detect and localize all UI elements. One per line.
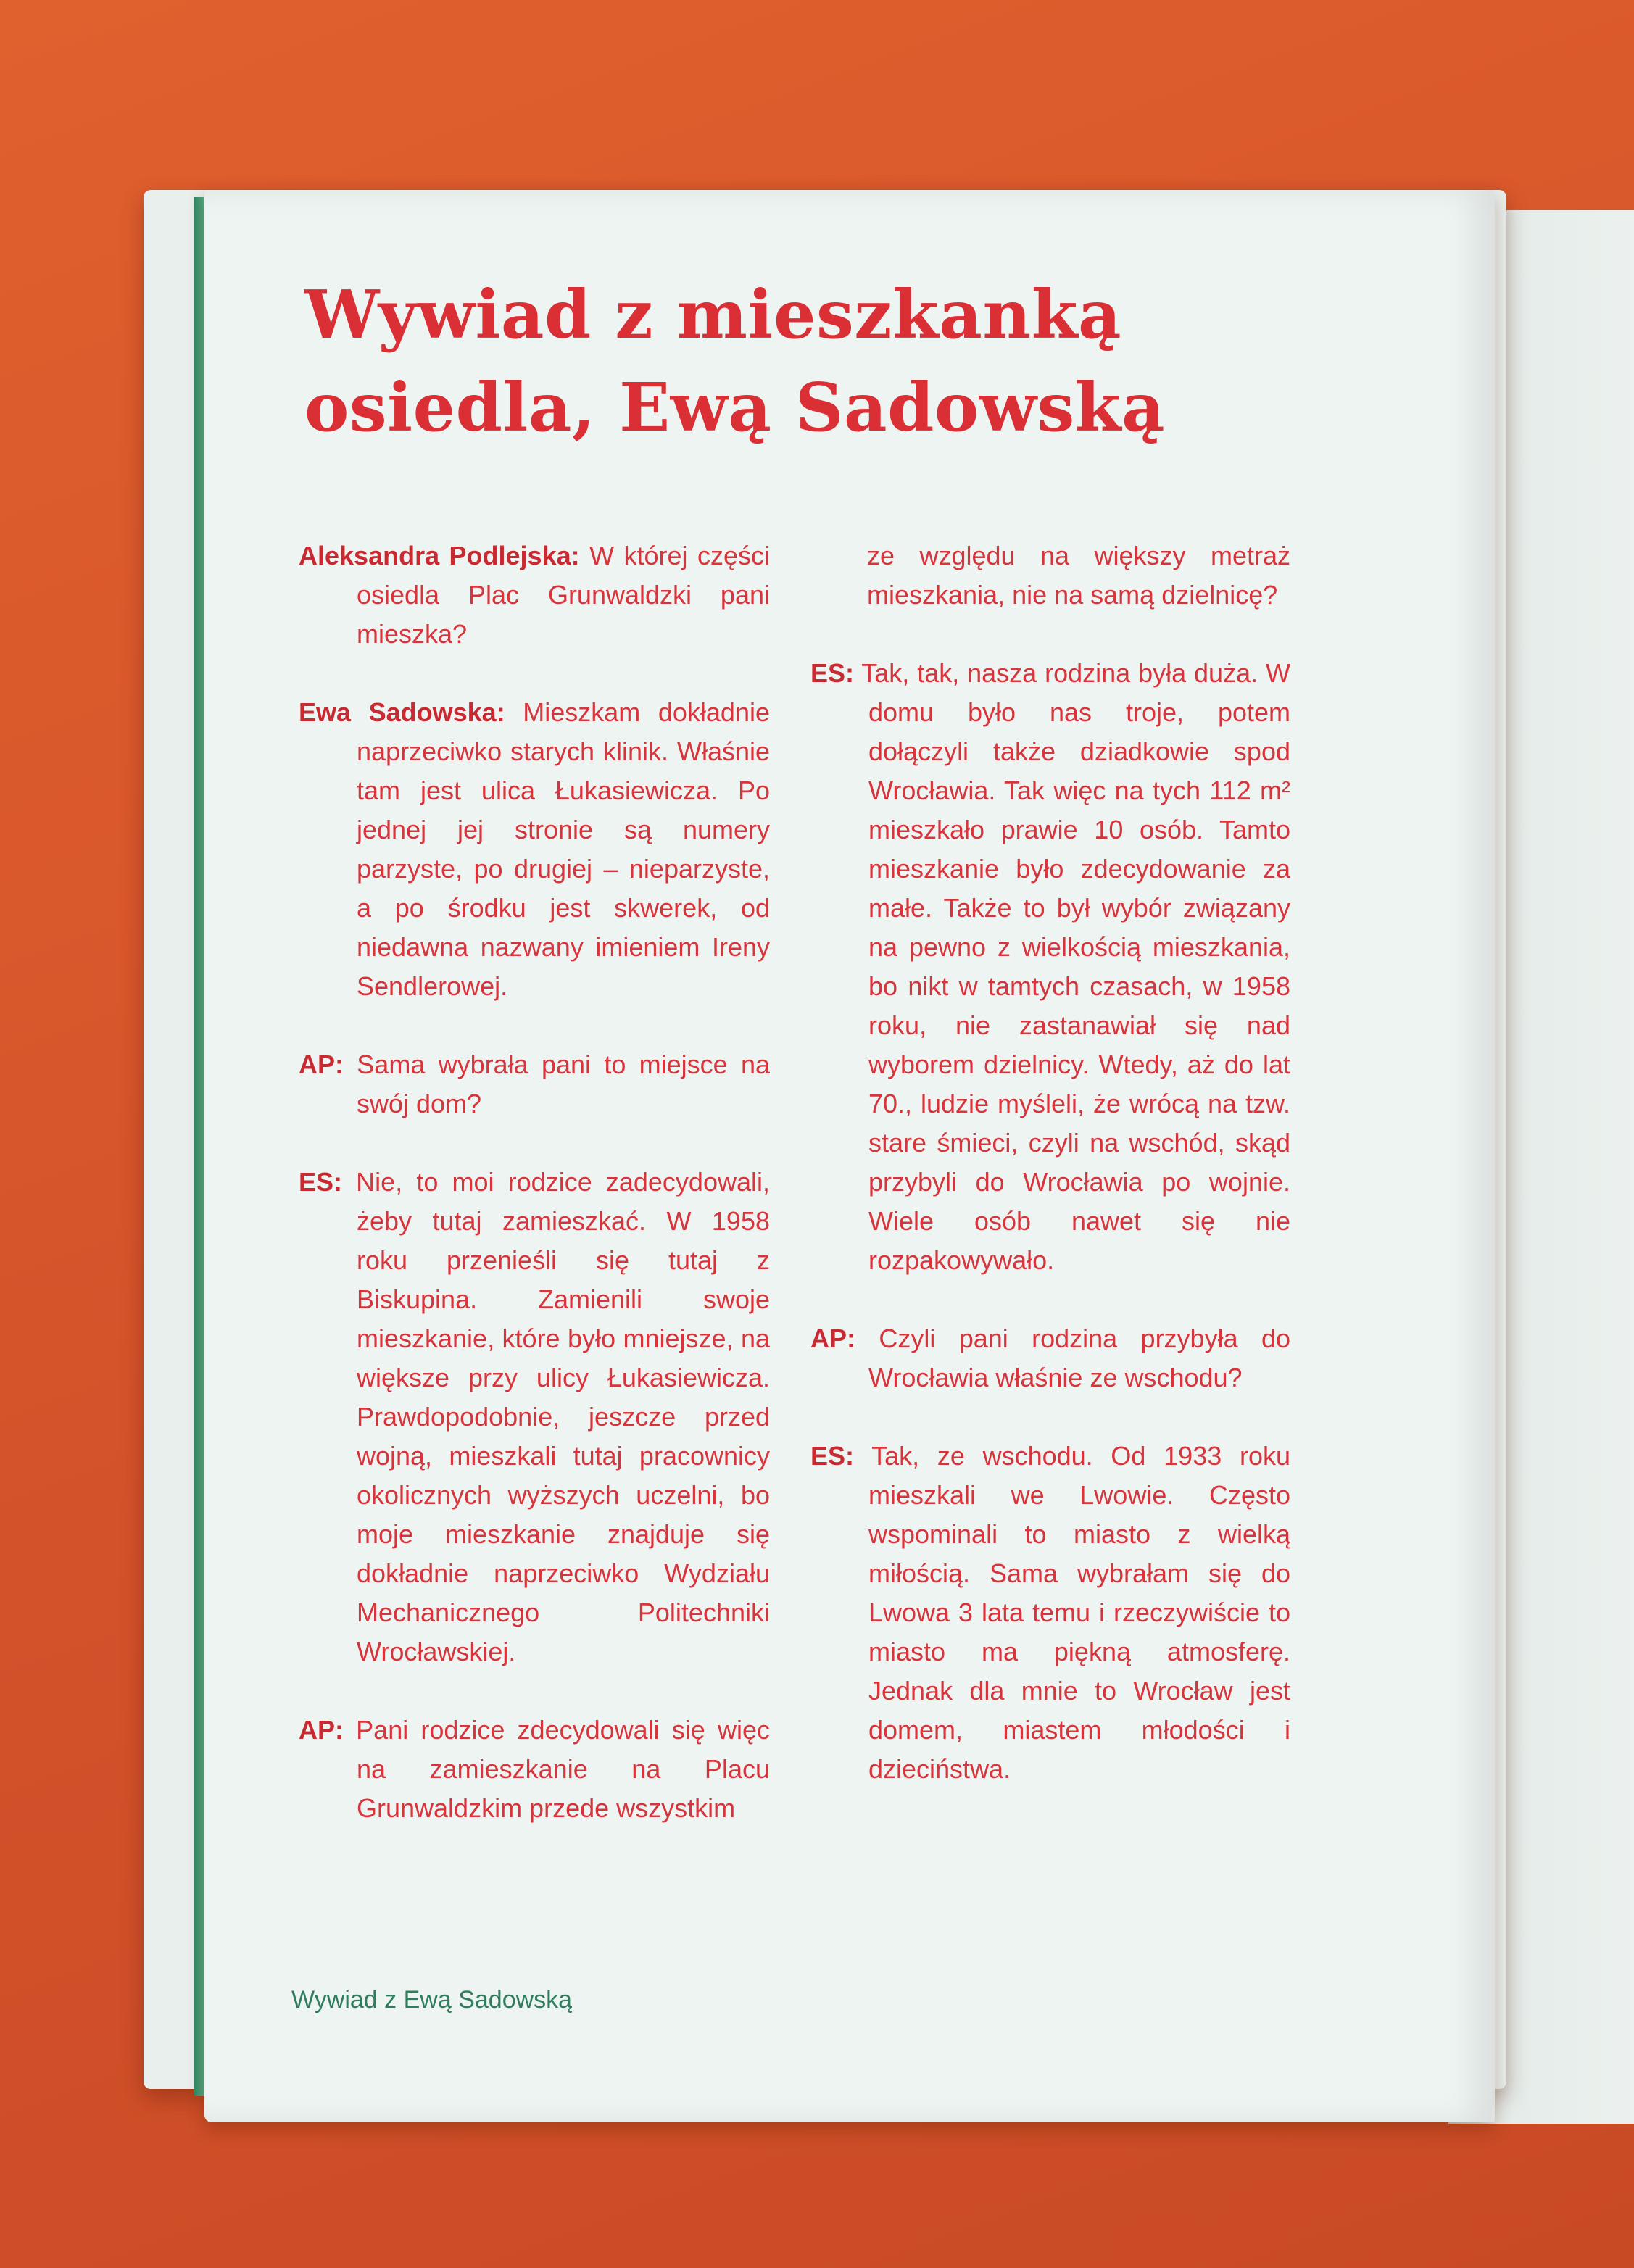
interview-entry [299, 536, 770, 654]
speaker-label: AP: [299, 1715, 344, 1745]
interview-entry [810, 654, 1290, 1280]
speaker-label: AP: [299, 1050, 344, 1079]
entry-text: Tak, ze wschodu. Od 1933 roku mieszkali we Lwowie. Często wspominali to miasto z wielką miłością. Sama wybrałam się do Lwowa 3 lata temu i rzeczywiście to miasto ma piękną atmosferę. Jednak dla mnie to Wrocław jest domem, miastem młodości i dzieciństwa. [868, 1441, 1290, 1784]
entry-text: Czyli pani rodzina przybyła do Wrocławia właśnie ze wschodu? [868, 1324, 1290, 1392]
speaker-label: Ewa Sadowska: [299, 697, 505, 727]
speaker-label: ES: [299, 1167, 343, 1197]
entry-text: W której części osiedla Plac Grunwaldzki pani mieszka? [357, 541, 770, 649]
interview-entry [299, 693, 770, 1006]
title-line-2: osiedla, Ewą Sadowską [304, 368, 1166, 446]
interview-entry [299, 1163, 770, 1671]
entry-text: Pani rodzice zdecydowali się więc na zamieszkanie na Placu Grunwaldzkim przede wszystkim [356, 1715, 770, 1823]
title-line-1: Wywiad z mieszkanką [304, 275, 1122, 354]
page-footer: Wywiad z Ewą Sadowską [291, 1986, 573, 2014]
entry-text: Mieszkam dokładnie naprzeciwko starych klinik. Właśnie tam jest ulica Łukasiewicza. Po jednej jej stronie są numery parzyste, po drugiej – nieparzyste, a po środku jest skwerek, od niedawna nazwany imieniem Ireny Sendlerowej. [357, 697, 770, 1001]
entry-text: Nie, to moi rodzice zadecydowali, żeby tutaj zamieszkać. W 1958 roku przenieśli się tutaj z Biskupina. Zamienili swoje mieszkanie, które było mniejsze, na większe przy ulicy Łukasiewicza. Prawdopodobnie, jeszcze przed wojną, mieszkali tutaj pracownicy okolicznych wyższych uczelni, bo moje mieszkanie znajduje się dokładnie naprzeciwko Wydziału Mechanicznego Politechniki Wrocławskiej. [356, 1167, 770, 1666]
interview-entry [810, 1437, 1290, 1789]
entry-text: Tak, tak, nasza rodzina była duża. W domu było nas troje, potem dołączyli także dziadkowie spod Wrocławia. Tak więc na tych 112 m² mieszkało prawie 10 osób. Tamto mieszkanie było zdecydowanie za małe. Także to był wybór związany na pewno z wielkością mieszkania, bo nikt w tamtych czasach, w 1958 roku, nie zastanawiał się nad wyborem dzielnicy. Wtedy, aż do lat 70., ludzie myśleli, że wrócą na tzw. stare śmieci, czyli na wschód, skąd przybyli do Wrocławia po wojnie. Wiele osób nawet się nie rozpakowywało. [861, 658, 1290, 1275]
speaker-label: Aleksandra Podlejska: [299, 541, 580, 570]
speaker-label: ES: [810, 1441, 855, 1471]
interview-entry [810, 1319, 1290, 1397]
interview-entry [299, 1711, 770, 1828]
article-title [304, 268, 1392, 454]
left-column [299, 536, 770, 1867]
right-column [810, 536, 1290, 1828]
entry-text: Sama wybrała pani to miejsce na swój dom? [357, 1050, 770, 1118]
speaker-label: AP: [810, 1324, 855, 1353]
speaker-label: ES: [810, 658, 855, 688]
entry-continuation: ze względu na większy metraż mieszkania, nie na samą dzielnicę? [867, 541, 1290, 610]
interview-entry [299, 1045, 770, 1123]
